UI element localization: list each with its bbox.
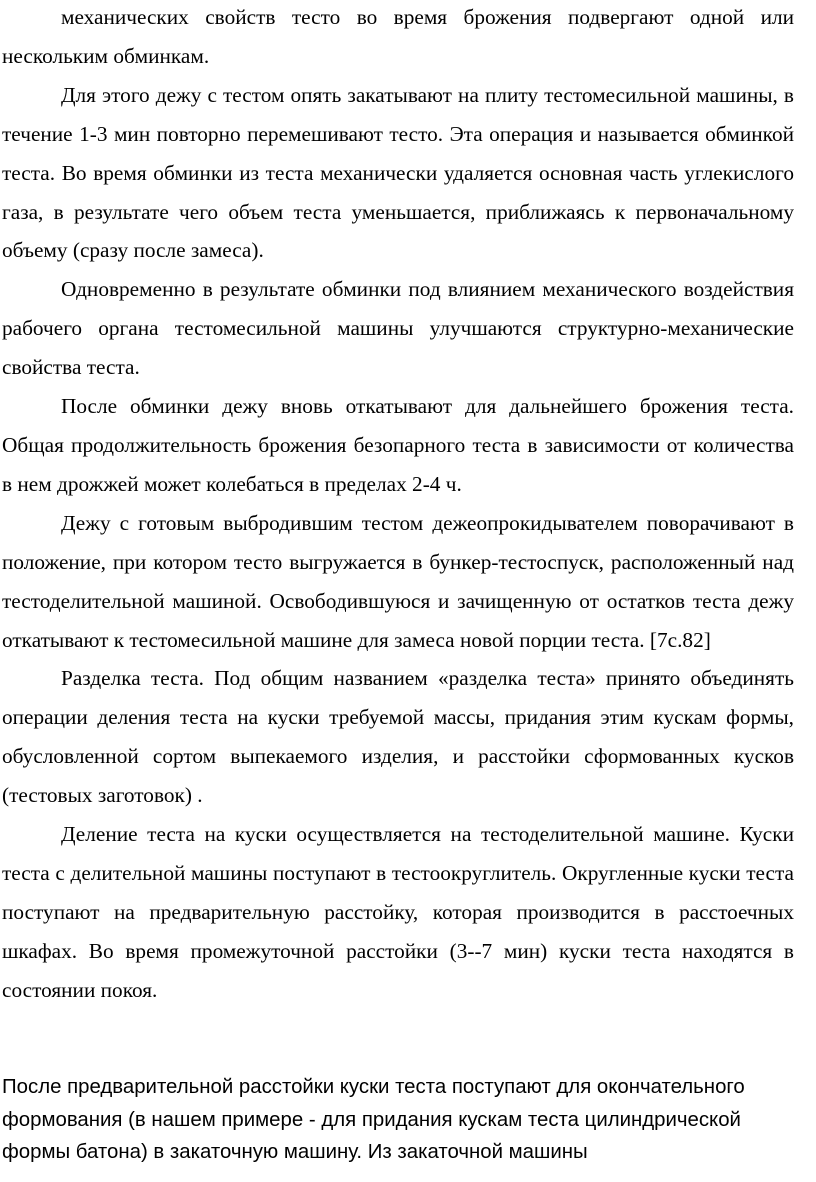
- paragraph-final-shaping: После предварительной расстойки куски теста поступают для окончательного формования (в нашем примере - для придания кускам теста цилиндрической формы батона) в закаточную машину. Из закаточной машины: [2, 1076, 745, 1164]
- document-tail: [2, 1071, 792, 1169]
- paragraph-unloading: Дежу с готовым выбродившим тестом дежеопрокидывателем поворачивают в положение, при котором тесто выгружается в бункер-тестоспуск, расположенный над тестоделительной машиной. Освободившуюся и зачищенную от остатков теста дежу откатывают к тестомесильной машине для замеса новой порции теста. [7с.82]: [2, 510, 794, 652]
- paragraph-kneading: Для этого дежу с тестом опять закатывают на плиту тестомесильной машины, в течение 1-3 мин повторно перемешивают тесто. Эта операция и называется обминкой теста. Во время обминки из теста механически удаляется основная часть углекислого газа, в результате чего объем теста уменьшается, приближаясь к первоначальному объему (сразу после замеса).: [2, 82, 794, 263]
- document-body: [2, 0, 794, 1010]
- paragraph-structure: Одновременно в результате обминки под влиянием механического воздействия рабочего органа тестомесильной машины улучшаются структурно-механические свойства теста.: [2, 277, 794, 380]
- paragraph-fermentation: После обминки дежу вновь откатывают для дальнейшего брожения теста. Общая продолжительность брожения безопарного теста в зависимости от количества в нем дрожжей может колебаться в пределах 2-4 ч.: [2, 394, 794, 496]
- paragraph-continuation: механических свойств тесто во время брожения подвергают одной или нескольким обминкам.: [2, 5, 794, 68]
- paragraph-dough-processing: Разделка теста. Под общим названием «разделка теста» принято объединять операции деления теста на куски требуемой массы, придания этим кускам формы, обусловленной сортом выпекаемого изделия, и расстойки сформованных кусков (тестовых заготовок) .: [2, 666, 794, 808]
- paragraph-dividing: Деление теста на куски осуществляется на тестоделительной машине. Куски теста с делительной машины поступают в тестоокруглитель. Округленные куски теста поступают на предварительную расстойку, которая производится в расстоечных шкафах. Во время промежуточной расстойки (3--7 мин) куски теста находятся в состоянии покоя.: [2, 822, 794, 1002]
